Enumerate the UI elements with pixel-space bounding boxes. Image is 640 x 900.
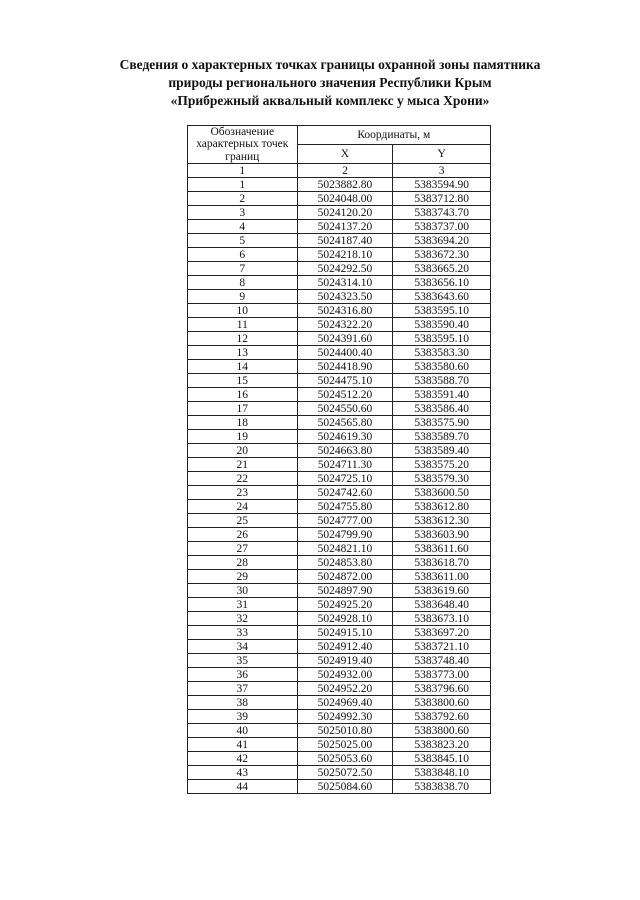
point-number-cell: 6 <box>188 248 298 262</box>
x-coordinate-cell: 5024292.50 <box>297 262 393 276</box>
y-coordinate-cell: 5383589.40 <box>393 444 491 458</box>
column-number-2: 2 <box>297 164 393 178</box>
y-coordinate-cell: 5383618.70 <box>393 556 491 570</box>
x-coordinate-cell: 5024322.20 <box>297 318 393 332</box>
y-coordinate-cell: 5383792.60 <box>393 710 491 724</box>
y-coordinate-cell: 5383656.10 <box>393 276 491 290</box>
table-row <box>188 234 491 248</box>
y-coordinate-cell: 5383838.70 <box>393 780 491 794</box>
point-number-cell: 16 <box>188 388 298 402</box>
point-number-cell: 5 <box>188 234 298 248</box>
point-number-cell: 44 <box>188 780 298 794</box>
x-coordinate-cell: 5024821.10 <box>297 542 393 556</box>
point-number-cell: 41 <box>188 738 298 752</box>
x-coordinate-cell: 5024314.10 <box>297 276 393 290</box>
y-coordinate-cell: 5383694.20 <box>393 234 491 248</box>
point-number-cell: 35 <box>188 654 298 668</box>
point-number-cell: 14 <box>188 360 298 374</box>
y-coordinate-cell: 5383612.80 <box>393 500 491 514</box>
x-coordinate-cell: 5024120.20 <box>297 206 393 220</box>
y-coordinate-cell: 5383590.40 <box>393 318 491 332</box>
table-row <box>188 388 491 402</box>
y-coordinate-cell: 5383773.00 <box>393 668 491 682</box>
y-coordinate-cell: 5383643.60 <box>393 290 491 304</box>
table-row <box>188 584 491 598</box>
table-row <box>188 668 491 682</box>
y-coordinate-cell: 5383611.00 <box>393 570 491 584</box>
y-coordinate-cell: 5383619.60 <box>393 584 491 598</box>
table-row <box>188 458 491 472</box>
point-number-cell: 40 <box>188 724 298 738</box>
table-row <box>188 500 491 514</box>
table-row <box>188 304 491 318</box>
table-row <box>188 360 491 374</box>
table-row <box>188 542 491 556</box>
x-coordinate-cell: 5024400.40 <box>297 346 393 360</box>
point-number-cell: 31 <box>188 598 298 612</box>
point-number-cell: 12 <box>188 332 298 346</box>
point-number-cell: 21 <box>188 458 298 472</box>
x-coordinate-cell: 5025084.60 <box>297 780 393 794</box>
table-row <box>188 598 491 612</box>
table-row <box>188 178 491 192</box>
x-coordinate-cell: 5024912.40 <box>297 640 393 654</box>
table-row <box>188 654 491 668</box>
table-row <box>188 430 491 444</box>
point-number-cell: 15 <box>188 374 298 388</box>
table-row <box>188 724 491 738</box>
x-coordinate-cell: 5025072.50 <box>297 766 393 780</box>
x-coordinate-cell: 5024565.80 <box>297 416 393 430</box>
table-row <box>188 528 491 542</box>
table-row <box>188 374 491 388</box>
table-row <box>188 696 491 710</box>
point-number-cell: 3 <box>188 206 298 220</box>
x-coordinate-cell: 5024755.80 <box>297 500 393 514</box>
x-coordinate-cell: 5024619.30 <box>297 430 393 444</box>
table-row <box>188 612 491 626</box>
point-number-cell: 2 <box>188 192 298 206</box>
x-coordinate-cell: 5024969.40 <box>297 696 393 710</box>
x-coordinate-cell: 5024725.10 <box>297 472 393 486</box>
y-coordinate-cell: 5383591.40 <box>393 388 491 402</box>
y-coordinate-cell: 5383845.10 <box>393 752 491 766</box>
point-number-cell: 18 <box>188 416 298 430</box>
point-number-cell: 19 <box>188 430 298 444</box>
table-row <box>188 346 491 360</box>
point-number-cell: 28 <box>188 556 298 570</box>
point-number-cell: 32 <box>188 612 298 626</box>
table-body <box>188 178 491 794</box>
y-coordinate-cell: 5383575.90 <box>393 416 491 430</box>
x-coordinate-cell: 5024872.00 <box>297 570 393 584</box>
x-coordinate-cell: 5024323.50 <box>297 290 393 304</box>
x-coordinate-cell: 5025025.00 <box>297 738 393 752</box>
y-coordinate-cell: 5383583.30 <box>393 346 491 360</box>
table-row <box>188 318 491 332</box>
x-coordinate-cell: 5023882.80 <box>297 178 393 192</box>
table-row <box>188 752 491 766</box>
header-y: Y <box>393 145 491 164</box>
point-number-cell: 22 <box>188 472 298 486</box>
document-title <box>60 56 600 110</box>
title-line-1: Сведения о характерных точках границы охранной зоны памятника <box>119 57 541 72</box>
point-number-cell: 33 <box>188 626 298 640</box>
x-coordinate-cell: 5024137.20 <box>297 220 393 234</box>
x-coordinate-cell: 5024475.10 <box>297 374 393 388</box>
x-coordinate-cell: 5024316.80 <box>297 304 393 318</box>
x-coordinate-cell: 5024915.10 <box>297 626 393 640</box>
table-row <box>188 640 491 654</box>
y-coordinate-cell: 5383600.50 <box>393 486 491 500</box>
y-coordinate-cell: 5383594.90 <box>393 178 491 192</box>
point-number-cell: 26 <box>188 528 298 542</box>
y-coordinate-cell: 5383848.10 <box>393 766 491 780</box>
y-coordinate-cell: 5383575.20 <box>393 458 491 472</box>
x-coordinate-cell: 5024928.10 <box>297 612 393 626</box>
y-coordinate-cell: 5383823.20 <box>393 738 491 752</box>
x-coordinate-cell: 5024218.10 <box>297 248 393 262</box>
point-number-cell: 25 <box>188 514 298 528</box>
y-coordinate-cell: 5383743.70 <box>393 206 491 220</box>
table-row <box>188 738 491 752</box>
point-number-cell: 37 <box>188 682 298 696</box>
x-coordinate-cell: 5024932.00 <box>297 668 393 682</box>
y-coordinate-cell: 5383673.10 <box>393 612 491 626</box>
table-row <box>188 570 491 584</box>
table-row <box>188 486 491 500</box>
point-number-cell: 30 <box>188 584 298 598</box>
point-number-cell: 42 <box>188 752 298 766</box>
y-coordinate-cell: 5383737.00 <box>393 220 491 234</box>
y-coordinate-cell: 5383586.40 <box>393 402 491 416</box>
table-row <box>188 626 491 640</box>
table-row <box>188 206 491 220</box>
table-row <box>188 444 491 458</box>
x-coordinate-cell: 5024048.00 <box>297 192 393 206</box>
table-row <box>188 514 491 528</box>
y-coordinate-cell: 5383748.40 <box>393 654 491 668</box>
y-coordinate-cell: 5383579.30 <box>393 472 491 486</box>
header-coordinates: Координаты, м <box>297 126 490 145</box>
point-number-cell: 7 <box>188 262 298 276</box>
y-coordinate-cell: 5383580.60 <box>393 360 491 374</box>
point-number-cell: 43 <box>188 766 298 780</box>
point-number-cell: 11 <box>188 318 298 332</box>
point-number-cell: 24 <box>188 500 298 514</box>
table-row <box>188 332 491 346</box>
point-number-cell: 10 <box>188 304 298 318</box>
y-coordinate-cell: 5383589.70 <box>393 430 491 444</box>
column-number-3: 3 <box>393 164 491 178</box>
header-designation: Обозначение характерных точек границ <box>188 126 298 164</box>
point-number-cell: 39 <box>188 710 298 724</box>
y-coordinate-cell: 5383603.90 <box>393 528 491 542</box>
y-coordinate-cell: 5383796.60 <box>393 682 491 696</box>
x-coordinate-cell: 5024742.60 <box>297 486 393 500</box>
x-coordinate-cell: 5024952.20 <box>297 682 393 696</box>
x-coordinate-cell: 5024512.20 <box>297 388 393 402</box>
table-row <box>188 220 491 234</box>
y-coordinate-cell: 5383697.20 <box>393 626 491 640</box>
point-number-cell: 38 <box>188 696 298 710</box>
x-coordinate-cell: 5024777.00 <box>297 514 393 528</box>
x-coordinate-cell: 5024992.30 <box>297 710 393 724</box>
x-coordinate-cell: 5024919.40 <box>297 654 393 668</box>
y-coordinate-cell: 5383595.10 <box>393 332 491 346</box>
y-coordinate-cell: 5383595.10 <box>393 304 491 318</box>
title-line-3: «Прибрежный аквальный комплекс у мыса Хрони» <box>170 93 490 108</box>
x-coordinate-cell: 5024799.90 <box>297 528 393 542</box>
x-coordinate-cell: 5024711.30 <box>297 458 393 472</box>
table-row <box>188 710 491 724</box>
x-coordinate-cell: 5024663.80 <box>297 444 393 458</box>
table-row <box>188 276 491 290</box>
point-number-cell: 27 <box>188 542 298 556</box>
table-row <box>188 248 491 262</box>
x-coordinate-cell: 5024925.20 <box>297 598 393 612</box>
y-coordinate-cell: 5383611.60 <box>393 542 491 556</box>
table-row <box>188 290 491 304</box>
x-coordinate-cell: 5024550.60 <box>297 402 393 416</box>
table-row <box>188 682 491 696</box>
x-coordinate-cell: 5024853.80 <box>297 556 393 570</box>
table-row <box>188 416 491 430</box>
point-number-cell: 29 <box>188 570 298 584</box>
point-number-cell: 8 <box>188 276 298 290</box>
table-row <box>188 780 491 794</box>
table-row <box>188 192 491 206</box>
title-line-2: природы регионального значения Республики Крым <box>168 75 492 90</box>
y-coordinate-cell: 5383721.10 <box>393 640 491 654</box>
x-coordinate-cell: 5024391.60 <box>297 332 393 346</box>
y-coordinate-cell: 5383588.70 <box>393 374 491 388</box>
point-number-cell: 1 <box>188 178 298 192</box>
y-coordinate-cell: 5383712.80 <box>393 192 491 206</box>
y-coordinate-cell: 5383648.40 <box>393 598 491 612</box>
table-row <box>188 472 491 486</box>
x-coordinate-cell: 5024187.40 <box>297 234 393 248</box>
x-coordinate-cell: 5025053.60 <box>297 752 393 766</box>
point-number-cell: 34 <box>188 640 298 654</box>
table-row <box>188 766 491 780</box>
point-number-cell: 13 <box>188 346 298 360</box>
x-coordinate-cell: 5024897.90 <box>297 584 393 598</box>
point-number-cell: 4 <box>188 220 298 234</box>
table-row <box>188 262 491 276</box>
y-coordinate-cell: 5383800.60 <box>393 724 491 738</box>
point-number-cell: 9 <box>188 290 298 304</box>
point-number-cell: 17 <box>188 402 298 416</box>
table-row <box>188 556 491 570</box>
y-coordinate-cell: 5383672.30 <box>393 248 491 262</box>
header-x: X <box>297 145 393 164</box>
x-coordinate-cell: 5024418.90 <box>297 360 393 374</box>
point-number-cell: 36 <box>188 668 298 682</box>
y-coordinate-cell: 5383800.60 <box>393 696 491 710</box>
coordinates-table <box>187 125 491 794</box>
y-coordinate-cell: 5383612.30 <box>393 514 491 528</box>
point-number-cell: 20 <box>188 444 298 458</box>
table-row <box>188 402 491 416</box>
x-coordinate-cell: 5025010.80 <box>297 724 393 738</box>
column-number-1: 1 <box>188 164 298 178</box>
point-number-cell: 23 <box>188 486 298 500</box>
y-coordinate-cell: 5383665.20 <box>393 262 491 276</box>
